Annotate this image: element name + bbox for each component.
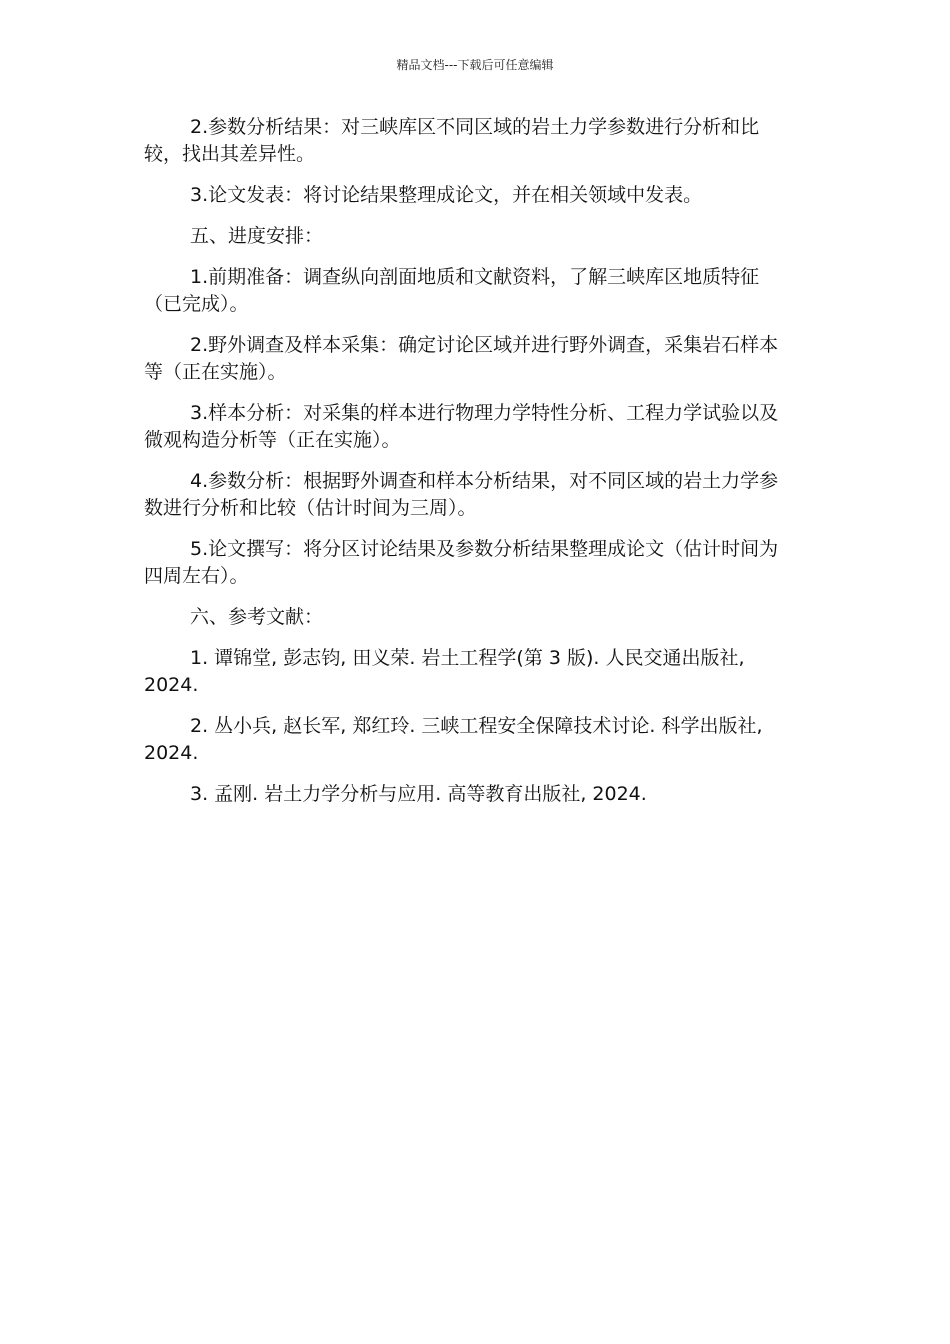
reference-item-1: 1. 谭锦堂, 彭志钧, 田义荣. 岩土工程学(第 3 版). 人民交通出版社, 2024. <box>144 647 745 696</box>
reference-item-3: 3. 孟刚. 岩土力学分析与应用. 高等教育出版社, 2024. <box>190 783 647 805</box>
section-heading-references: 六、参考文献： <box>190 606 324 628</box>
paragraph-paper-publication: 3.论文发表：将讨论结果整理成论文，并在相关领域中发表。 <box>190 184 703 206</box>
paragraph-field-survey: 2.野外调查及样本采集：确定讨论区域并进行野外调查，采集岩石样本等（正在实施）。 <box>144 334 779 383</box>
paragraph-paper-writing: 5.论文撰写：将分区讨论结果及参数分析结果整理成论文（估计时间为四周左右）。 <box>144 538 779 587</box>
paragraph-parameter-analysis-result: 2.参数分析结果：对三峡库区不同区域的岩土力学参数进行分析和比较，找出其差异性。 <box>144 116 760 165</box>
document-body <box>144 114 792 822</box>
page-header: 精品文档---下载后可任意编辑 <box>396 58 554 72</box>
paragraph-parameter-analysis: 4.参数分析：根据野外调查和样本分析结果，对不同区域的岩土力学参数进行分析和比较（估计时间为三周）。 <box>144 470 779 519</box>
paragraph-sample-analysis: 3.样本分析：对采集的样本进行物理力学特性分析、工程力学试验以及微观构造分析等（正在实施）。 <box>144 402 779 451</box>
reference-item-2: 2. 丛小兵, 赵长军, 郑红玲. 三峡工程安全保障技术讨论. 科学出版社, 2024. <box>144 715 763 764</box>
section-heading-schedule: 五、进度安排： <box>190 225 324 247</box>
paragraph-preliminary-preparation: 1.前期准备：调查纵向剖面地质和文献资料，了解三峡库区地质特征（已完成）。 <box>144 266 760 315</box>
